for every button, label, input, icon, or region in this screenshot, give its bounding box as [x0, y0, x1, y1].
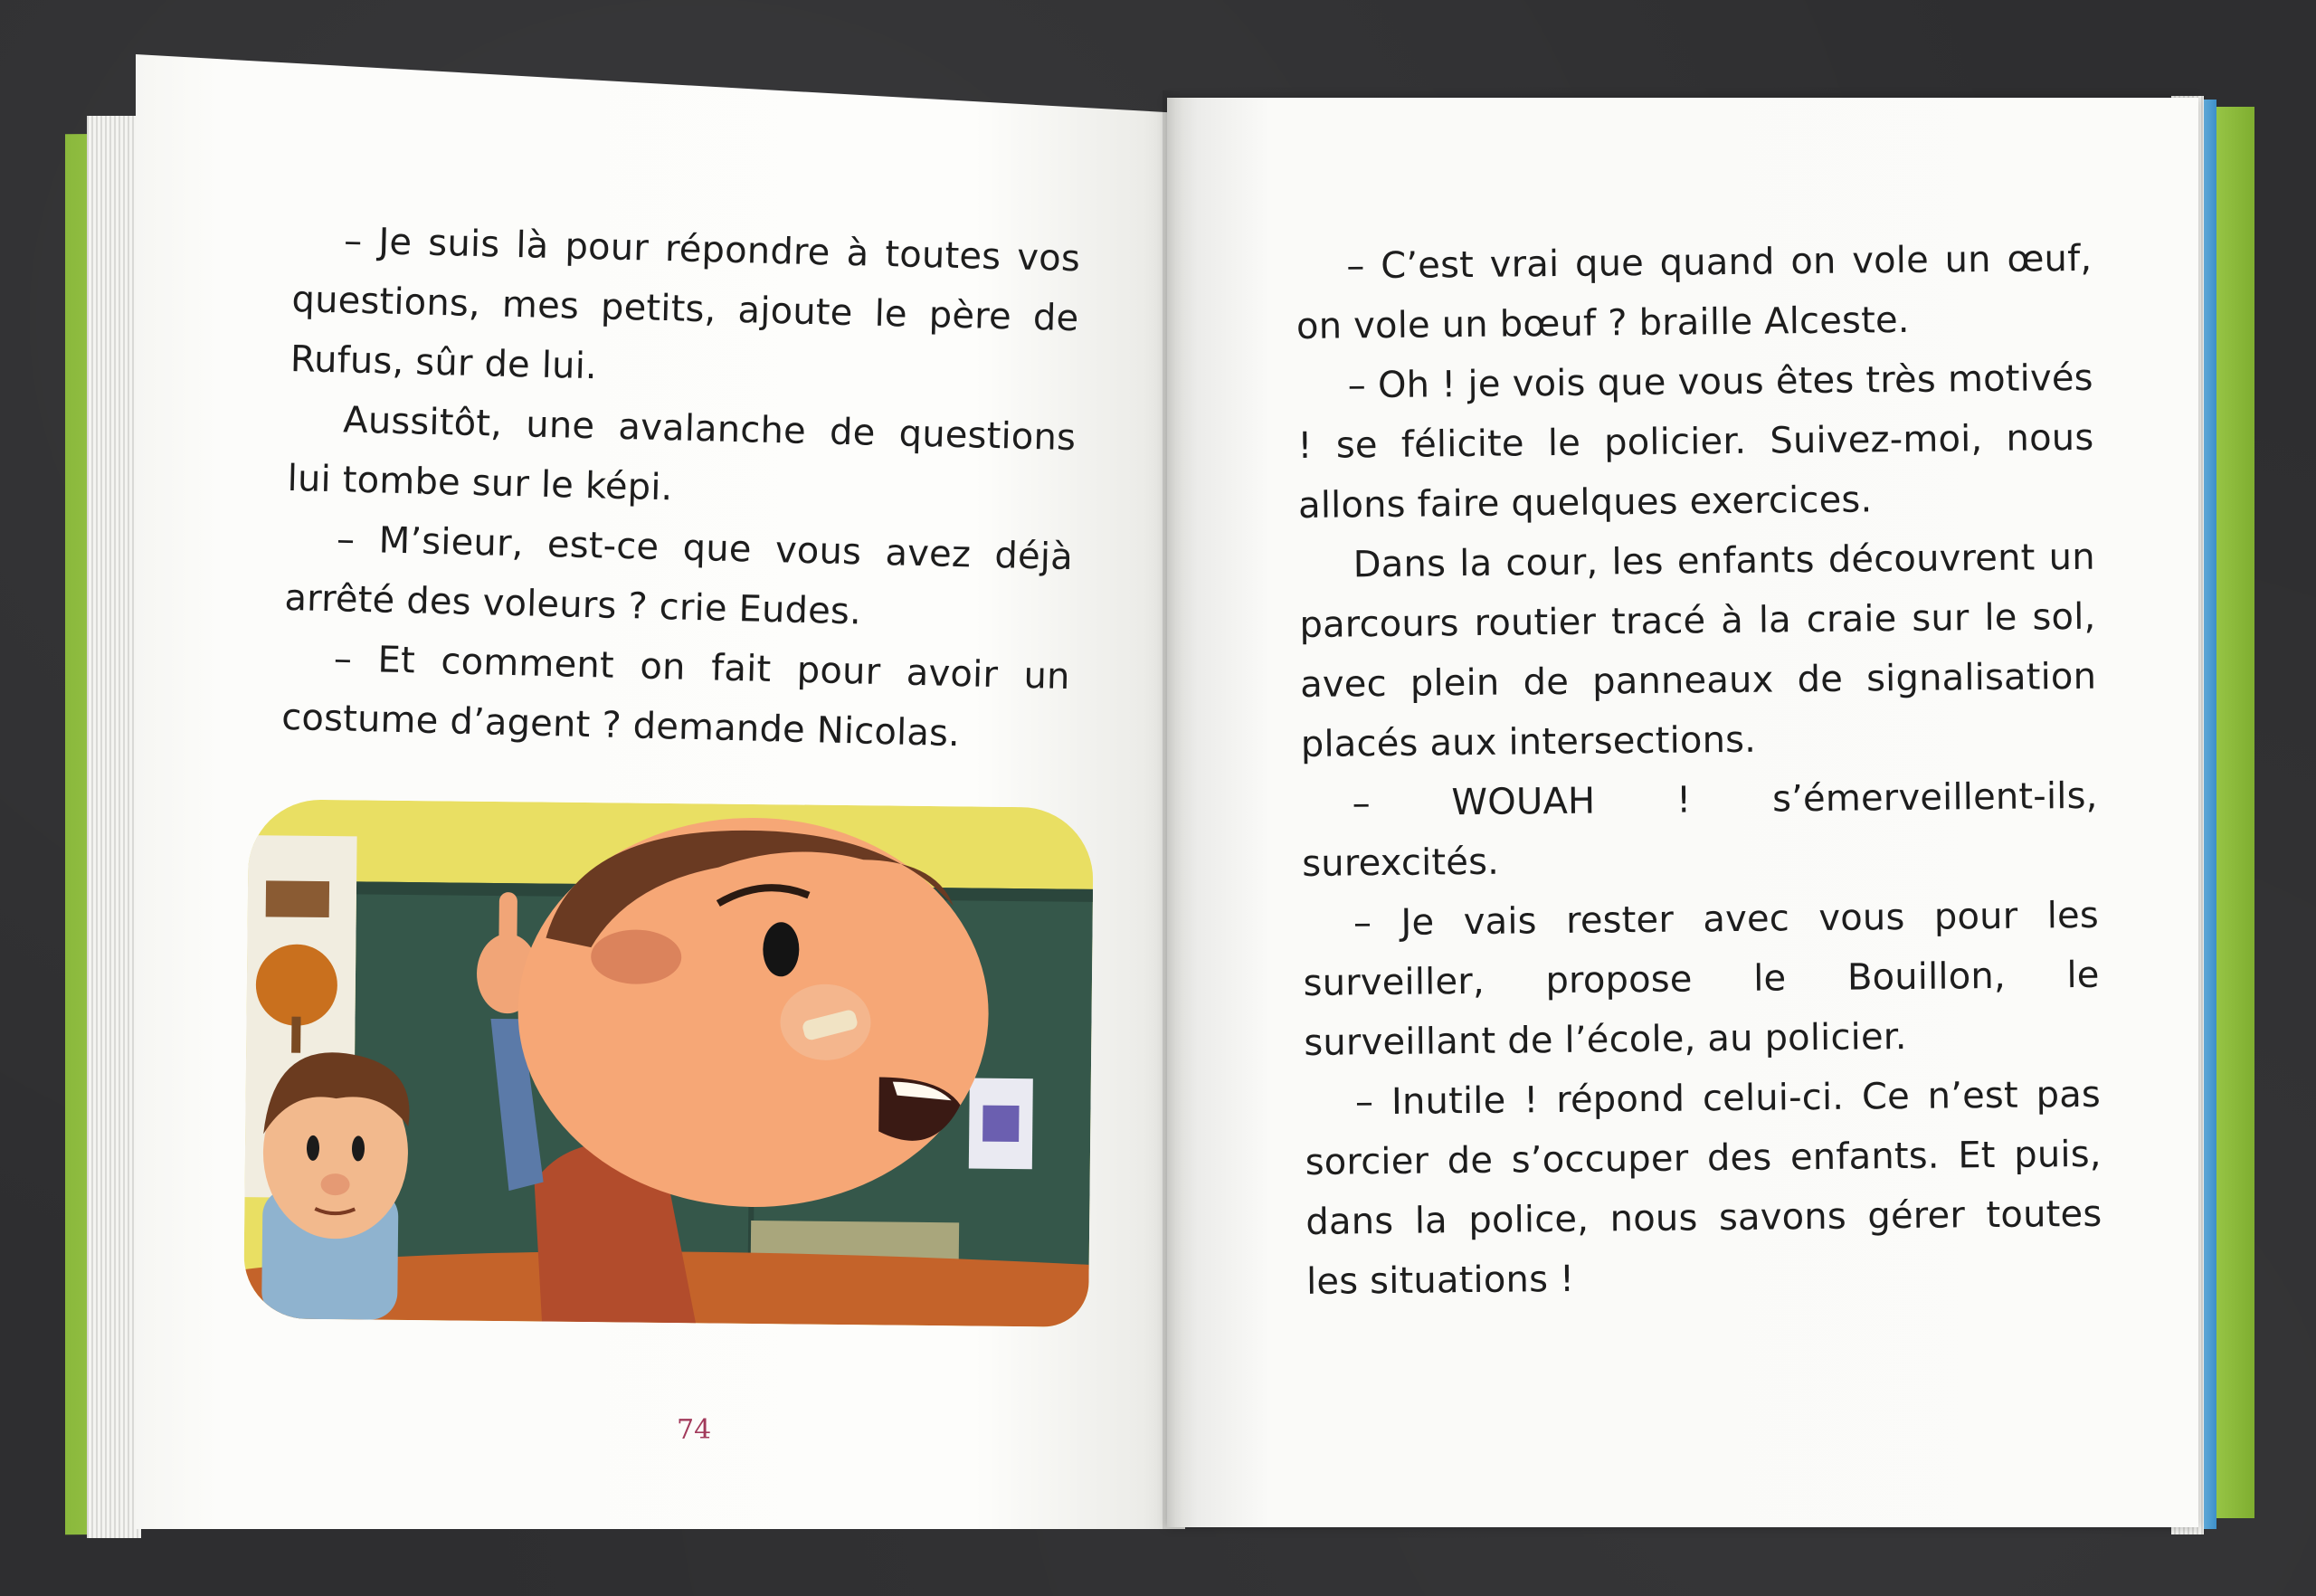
paragraph: – Et comment on fait pour avoir un costume d’agent ? demande Nicolas.	[280, 638, 1071, 755]
right-page-text	[1296, 229, 2102, 1312]
left-page-text	[280, 210, 1080, 766]
paragraph: – WOUAH ! s’émerveillent-ils, surexcités.	[1302, 774, 2098, 885]
paragraph: – Je vais rester avec vous pour les surveiller, propose le Bouillon, le surveillant de l’école, au policier.	[1303, 894, 2100, 1064]
paragraph: Dans la cour, les enfants découvrent un parcours routier tracé à la craie sur le sol, avec plein de panneaux de signalisation placés aux intersections.	[1299, 536, 2097, 765]
paragraph: – Oh ! je vois que vous êtes très motivés ! se félicite le policier. Suivez-moi, nous allons faire quelques exercices.	[1297, 356, 2094, 527]
paragraph: – Inutile ! répond celui-ci. Ce n’est pas sorcier de s’occuper des enfants. Et puis, dans la police, nous savons gérer toutes les situations !	[1305, 1073, 2102, 1303]
paragraph: – C’est vrai que quand on vole un œuf, on vole un bœuf ? braille Alceste.	[1296, 237, 2093, 347]
page-number: 74	[677, 1414, 712, 1446]
book-gutter-shadow	[1163, 90, 1184, 1529]
illustration-svg	[243, 799, 1094, 1327]
paragraph: – Je suis là pour répondre à toutes vos questions, mes petits, ajoute le père de Rufus, sûr de lui.	[290, 220, 1081, 388]
classroom-illustration	[243, 799, 1094, 1327]
page-stack-left	[87, 116, 141, 1538]
paragraph: – M’sieur, est-ce que vous avez déjà arrêté des voleurs ? crie Eudes.	[283, 518, 1074, 633]
paragraph: Aussitôt, une avalanche de questions lui tombe sur le képi.	[287, 399, 1077, 509]
